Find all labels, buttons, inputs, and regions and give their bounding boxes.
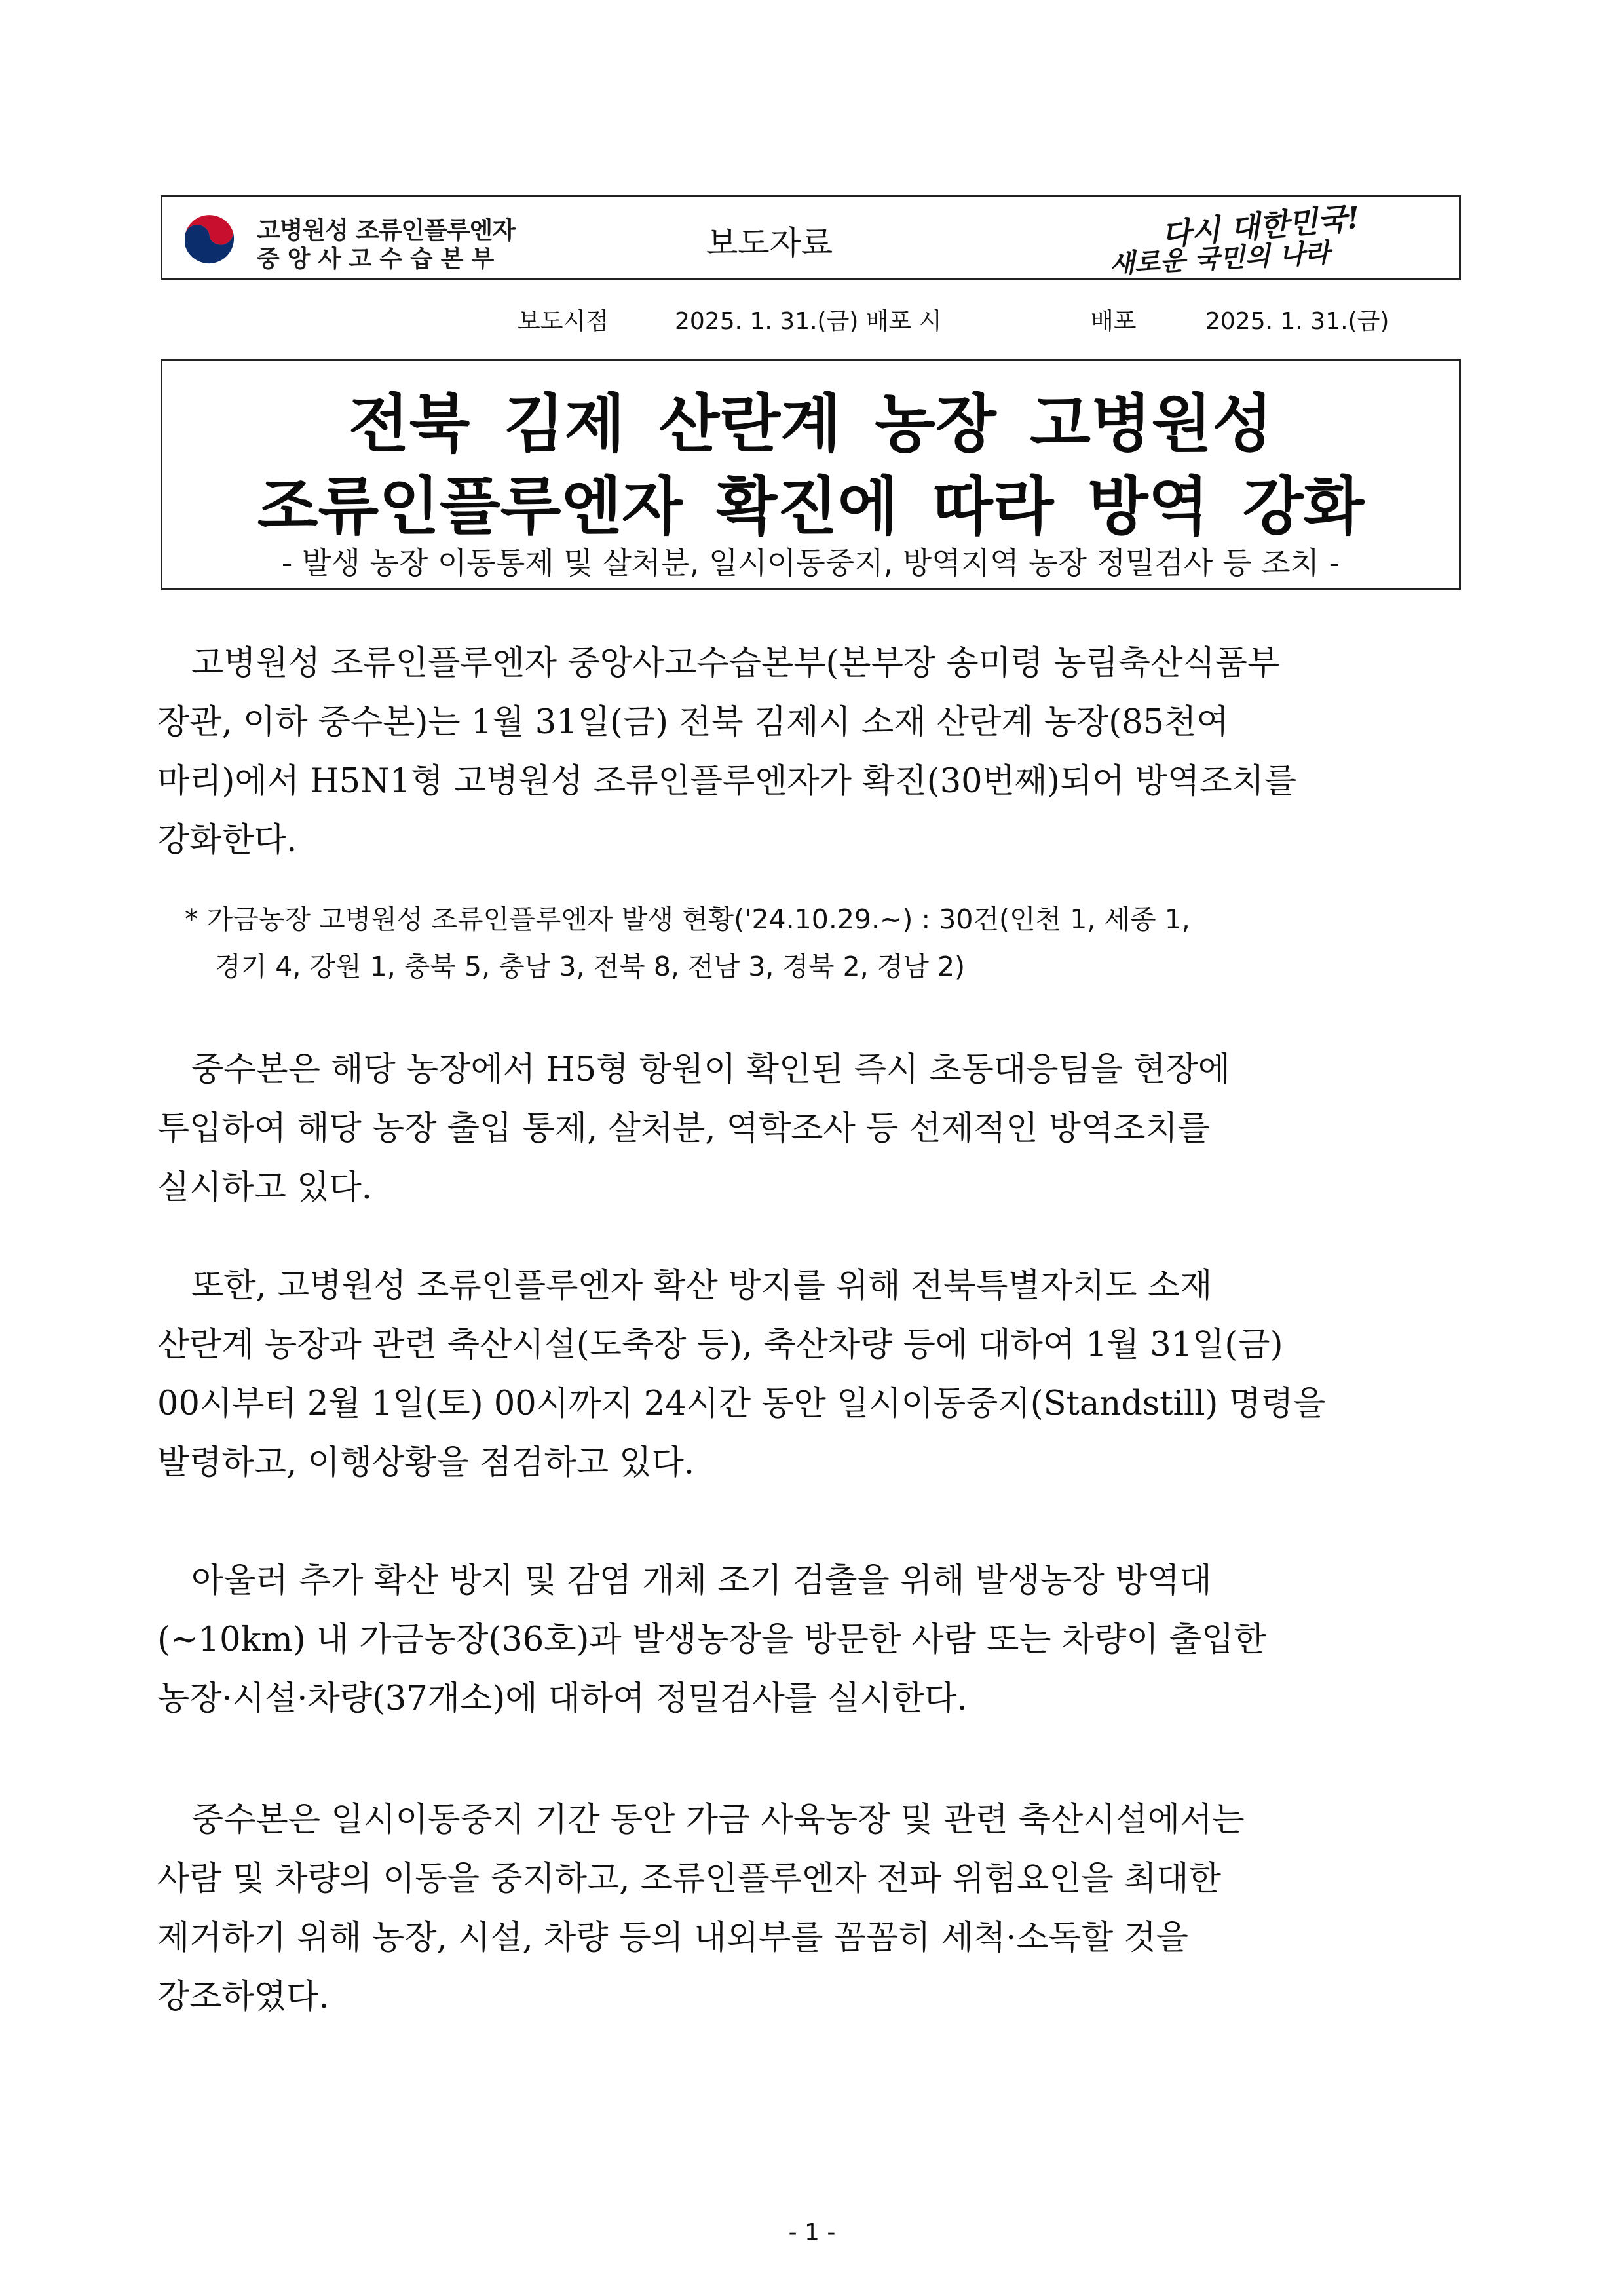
release-time-label: 보도시점 [518,308,609,335]
release-meta [0,303,1624,335]
paragraph-line: 아울러 추가 확산 방지 및 감염 개체 조기 검출을 위해 발생농장 방역대 [191,1561,1212,1600]
title-line-2: 조류인플루엔자 확진에 따라 방역 강화 [257,470,1365,543]
government-slogan [1096,199,1450,280]
press-release-label: 보도자료 [706,224,833,262]
title-line-1: 전북 김제 산란계 농장 고병원성 [348,387,1274,461]
org-name-line-2: 중앙사고수습본부 [257,246,502,273]
paragraph-line: 산란계 농장과 관련 축산시설(도축장 등), 축산차량 등에 대하여 1월 31일(금) [157,1326,1283,1364]
slogan-line-1: 다시 대한민국! [1160,199,1361,253]
title-box [161,359,1461,590]
org-name-line-1: 고병원성 조류인플루엔자 [257,216,516,244]
slogan-line-2: 새로운 국민의 나라 [1108,237,1331,280]
paragraph-line: 장관, 이하 중수본)는 1월 31일(금) 전북 김제시 소재 산란계 농장(85천여 [157,703,1229,742]
paragraph-line: 실시하고 있다. [157,1168,373,1207]
paragraph-line: 중수본은 일시이동중지 기간 동안 가금 사육농장 및 관련 축산시설에서는 [191,1801,1245,1839]
header-box [161,195,1461,280]
subtitle: - 발생 농장 이동통제 및 살처분, 일시이동중지, 방역지역 농장 정밀검사 등 조치 - [281,545,1340,581]
paragraph-line: 중수본은 해당 농장에서 H5형 항원이 확인된 즉시 초동대응팀을 현장에 [191,1050,1231,1089]
distribution-value: 2025. 1. 31.(금) [1205,308,1389,335]
note-line: * 가금농장 고병원성 조류인플루엔자 발생 현황('24.10.29.~) : 30건(인천 1, 세종 1, [185,904,1190,935]
paragraph-line: 발령하고, 이행상황을 점검하고 있다. [157,1444,695,1482]
paragraph-line: 마리)에서 H5N1형 고병원성 조류인플루엔자가 확진(30번째)되어 방역조치를 [157,762,1297,801]
paragraph-line: 강화한다. [157,821,297,860]
distribution-label: 배포 [1091,308,1137,335]
paragraph-line: 제거하기 위해 농장, 시설, 차량 등의 내외부를 꼼꼼히 세척·소독할 것을 [157,1919,1188,1957]
page-number: - 1 - [788,2219,836,2246]
paragraph-line: 투입하여 해당 농장 출입 통제, 살처분, 역학조사 등 선제적인 방역조치를 [157,1109,1211,1148]
paragraph-line: 또한, 고병원성 조류인플루엔자 확산 방지를 위해 전북특별자치도 소재 [191,1267,1213,1305]
paragraph-line: 농장·시설·차량(37개소)에 대하여 정밀검사를 실시한다. [157,1679,968,1718]
paragraph-line: 00시부터 2월 1일(토) 00시까지 24시간 동안 일시이동중지(Standstill) 명령을 [157,1385,1326,1423]
paragraph-line: 강조하였다. [157,1978,330,2016]
release-time-value: 2025. 1. 31.(금) 배포 시 [675,308,942,335]
note-line: 경기 4, 강원 1, 충북 5, 충남 3, 전북 8, 전남 3, 경북 2, 경남 2) [215,951,966,982]
hq-logo [177,208,570,273]
paragraph-line: (~10km) 내 가금농장(36호)과 발생농장을 방문한 사람 또는 차량이 출입한 [157,1620,1266,1659]
paragraph-line: 사람 및 차량의 이동을 중지하고, 조류인플루엔자 전파 위험요인을 최대한 [157,1860,1221,1898]
paragraph-line: 고병원성 조류인플루엔자 중앙사고수습본부(본부장 송미령 농림축산식품부 [191,644,1280,683]
taegeuk-emblem-icon [177,208,242,273]
